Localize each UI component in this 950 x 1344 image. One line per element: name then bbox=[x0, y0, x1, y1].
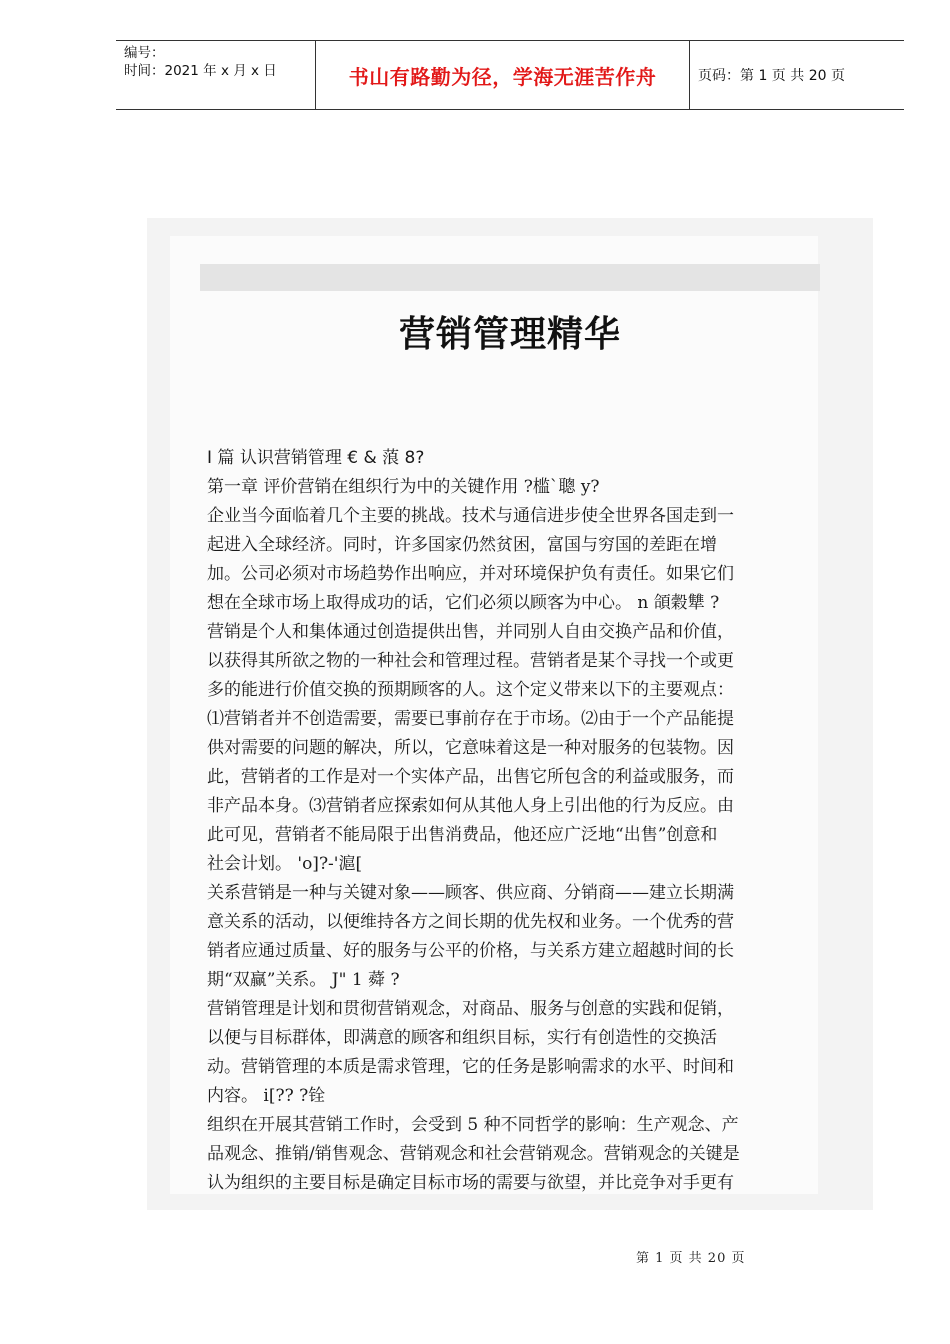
body-line: 营销是个人和集体通过创造提供出售，并同别人自由交换产品和价值， bbox=[207, 622, 734, 642]
body-line: ⑴营销者并不创造需要，需要已事前存在于市场。⑵由于一个产品能提 bbox=[207, 709, 734, 729]
body-line: 内容。 i[?? ?铨 bbox=[207, 1086, 326, 1106]
body-line: 起进入全球经济。同时，许多国家仍然贫困，富国与穷国的差距在增 bbox=[207, 535, 717, 555]
page-header bbox=[116, 40, 904, 110]
body-line: 多的能进行价值交换的预期顾客的人。这个定义带来以下的主要观点： bbox=[207, 680, 734, 700]
body-line: 此，营销者的工作是对一个实体产品，出售它所包含的利益或服务，而 bbox=[207, 767, 734, 787]
body-line: 动。营销管理的本质是需求管理，它的任务是影响需求的水平、时间和 bbox=[207, 1057, 734, 1077]
page-footer: 第 1 页 共 20 页 bbox=[636, 1251, 746, 1266]
body-line: 社会计划。 'o]?-'滬[ bbox=[207, 854, 363, 874]
body-line: 加。公司必须对市场趋势作出响应，并对环境保护负有责任。如果它们 bbox=[207, 564, 734, 584]
body-line: 供对需要的问题的解决，所以，它意味着这是一种对服务的包装物。因 bbox=[207, 738, 734, 758]
body-line: 销者应通过质量、好的服务与公平的价格，与关系方建立超越时间的长 bbox=[207, 941, 734, 961]
body-line: 营销管理是计划和贯彻营销观念，对商品、服务与创意的实践和促销， bbox=[207, 999, 734, 1019]
number-label: 编号： bbox=[124, 45, 165, 61]
body-line: 此可见，营销者不能局限于出售消费品，他还应广泛地“出售”创意和 bbox=[207, 825, 718, 845]
body-line: 认为组织的主要目标是确定目标市场的需要与欲望，并比竞争对手更有 bbox=[207, 1173, 734, 1193]
title-bar bbox=[200, 264, 820, 291]
header-motto: 书山有路勤为径，学海无涯苦作舟 bbox=[315, 41, 690, 109]
body-line: 品观念、推销/销售观念、营销观念和社会营销观念。营销观念的关键是 bbox=[207, 1144, 740, 1164]
body-line: 非产品本身。⑶营销者应探索如何从其他人身上引出他的行为反应。由 bbox=[207, 796, 734, 816]
document-body bbox=[207, 444, 817, 1198]
header-meta bbox=[124, 41, 314, 112]
document-title: 营销管理精华 bbox=[398, 314, 621, 355]
body-line: 想在全球市场上取得成功的话，它们必须以顾客为中心。 n 頜穀犨 ? bbox=[207, 593, 720, 613]
body-line: 期“双赢”关系。 J" 1 蕣 ? bbox=[207, 970, 400, 990]
body-line: 第一章 评价营销在组织行为中的关键作用 ?槛`聰 y? bbox=[207, 477, 600, 497]
header-page-label: 页码：第 1 页 共 20 页 bbox=[698, 68, 845, 84]
body-line: 关系营销是一种与关键对象——顾客、供应商、分销商——建立长期满 bbox=[207, 883, 734, 903]
body-line: 组织在开展其营销工作时，会受到 5 种不同哲学的影响：生产观念、产 bbox=[207, 1115, 739, 1135]
body-line: 以便与目标群体，即满意的顾客和组织目标，实行有创造性的交换活 bbox=[207, 1028, 717, 1048]
body-line: 企业当今面临着几个主要的挑战。技术与通信进步使全世界各国走到一 bbox=[207, 506, 734, 526]
body-line: 以获得其所欲之物的一种社会和管理过程。营销者是某个寻找一个或更 bbox=[207, 651, 734, 671]
time-label: 时间：2021 年 x 月 x 日 bbox=[124, 63, 277, 79]
body-line: 意关系的活动，以便维持各方之间长期的优先权和业务。一个优秀的营 bbox=[207, 912, 734, 932]
body-line: I 篇 认识营销管理 € & 蒗 8? bbox=[207, 448, 425, 468]
